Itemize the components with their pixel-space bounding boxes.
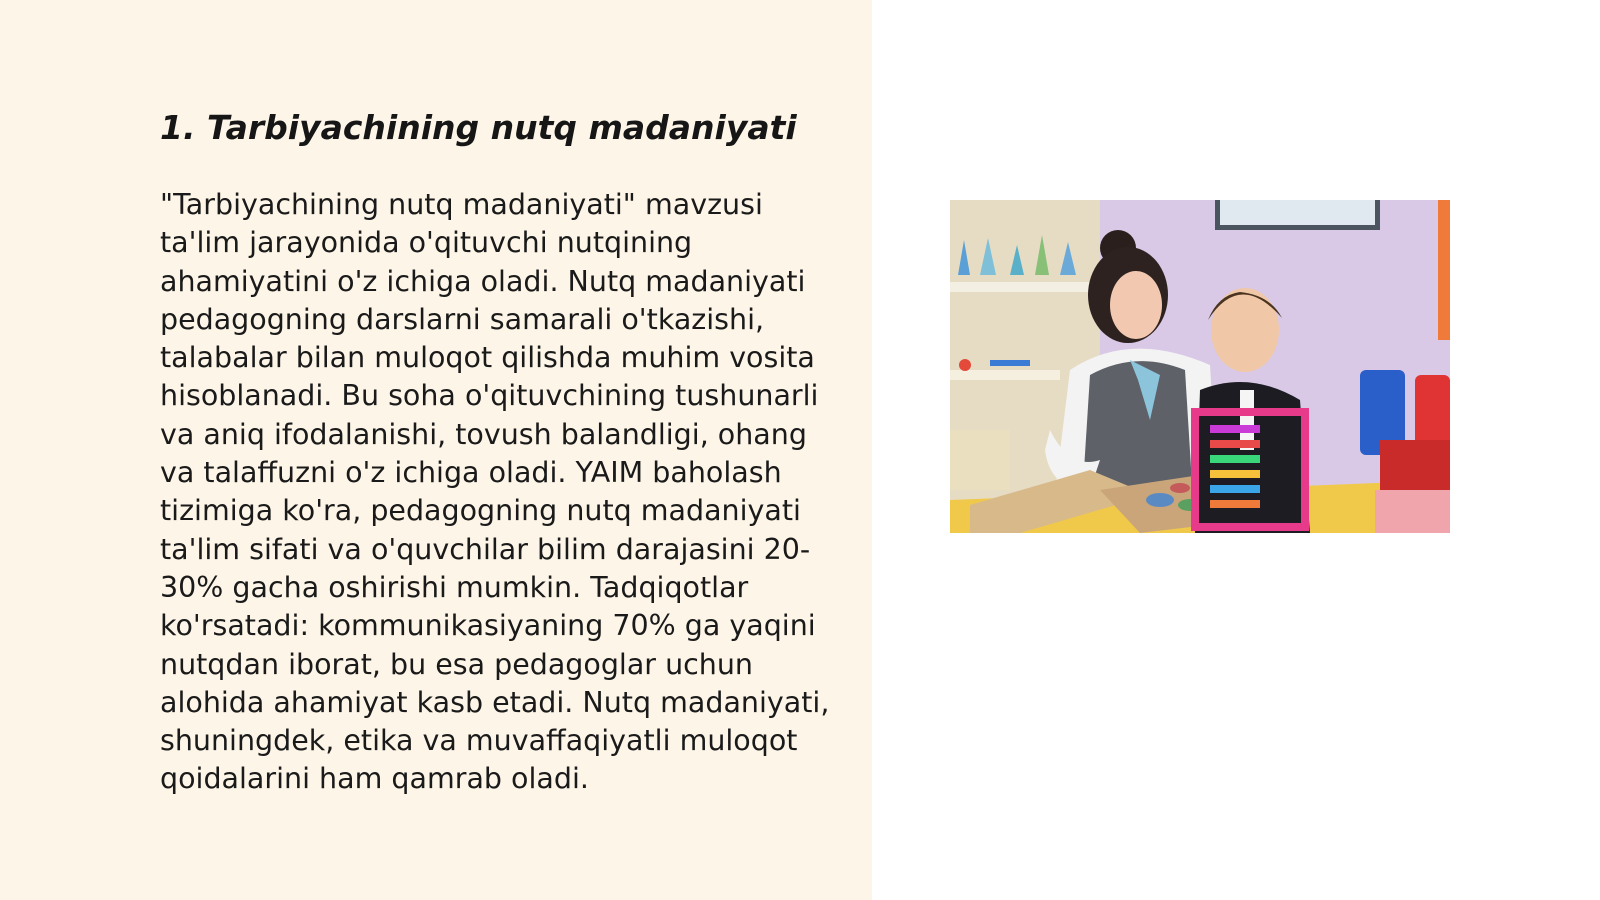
slide-body-text: "Tarbiyachining nutq madaniyati" mavzusi ta'lim jarayonida o'qituvchi nutqining ahamiyatini o'z ichiga oladi. Nutq madaniyati pedagogning darslarni samarali o'tkazishi, talabalar bilan muloqot qilishda muhim vosita hisoblanadi. Bu soha o'qituvchining tushunarli va aniq ifodalanishi, tovush balandligi, ohang va talaffuzni o'z ichiga oladi. YAIM baholash tizimiga ko'ra, pedagogning nutq madaniyati ta'lim sifati va o'quvchilar bilim darajasini 20-30% gacha oshirishi mumkin. Tadqiqotlar ko'rsatadi: kommunikasiyaning 70% ga yaqini nutqdan iborat, bu esa pedagoglar uchun alohida ahamiyat kasb etadi. Nutq madaniyati, shuningdek, etika va muvaffaqiyatli muloqot qoidalarini ham qamrab oladi.	[160, 188, 830, 796]
classroom-photo	[950, 200, 1450, 533]
slide-title: 1. Tarbiyachining nutq madaniyati	[160, 108, 797, 147]
